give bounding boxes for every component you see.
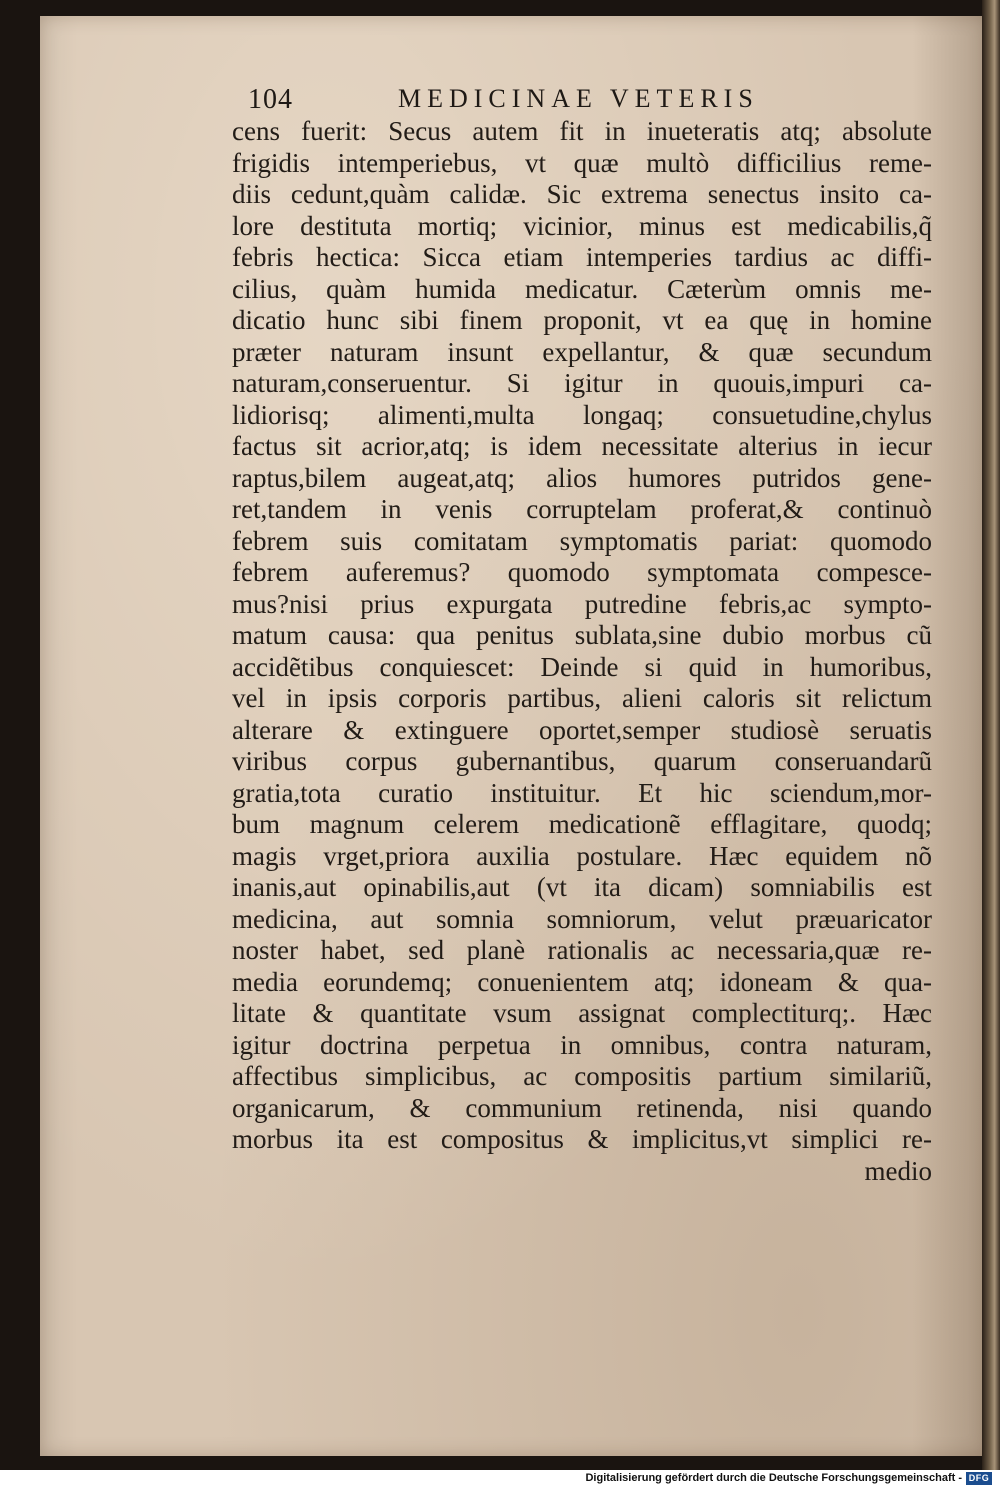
text-line: bum magnum celerem medicationẽ efflagitare, quodq; (232, 809, 932, 839)
text-line: diis cedunt,quàm calidæ. Sic extrema senectus insito ca- (232, 179, 932, 209)
text-line: litate & quantitate vsum assignat complectiturq;. Hæc (232, 998, 932, 1028)
text-line: accidẽtibus conquiescet: Deinde si quid in humoribus, (232, 651, 932, 682)
text-line: præter naturam insunt expellantur, & quæ secundum (232, 336, 932, 367)
text-line: affectibus simplicibus, ac compositis partium similariũ, (232, 1061, 932, 1091)
page-number: 104 (248, 84, 293, 115)
text-line: lore destituta mortiq; vicinior, minus est medicabilis,q̃ (232, 210, 932, 241)
text-line: raptus,bilem augeat,atq; alios humores putridos gene- (232, 462, 932, 493)
text-line: inanis,aut opinabilis,aut (vt ita dicam) somniabilis est (232, 872, 932, 902)
text-line: organicarum, & communium retinenda, nisi quando (232, 1092, 932, 1123)
text-line: naturam,conseruentur. Si igitur in quouis,impuri ca- (232, 368, 932, 398)
text-line: media eorundemq; conuenientem atq; idoneam & qua- (232, 966, 932, 997)
text-line: matum causa: qua penitus sublata,sine dubio morbus cũ (232, 620, 932, 650)
text-line: vel in ipsis corporis partibus, alieni caloris sit relictum (232, 683, 932, 713)
text-line: viribus corpus gubernantibus, quarum conseruandarũ (232, 746, 932, 776)
text-line: febris hectica: Sicca etiam intemperies tardius ac diffi- (232, 242, 932, 272)
running-title: MEDICINAE VETERIS (398, 84, 759, 113)
dfg-logo: DFG (966, 1472, 992, 1485)
text-line: noster habet, sed planè rationalis ac necessaria,quæ re- (232, 935, 932, 965)
text-line: gratia,tota curatio instituitur. Et hic sciendum,mor- (232, 777, 932, 808)
text-line: febrem auferemus? quomodo symptomata compesce- (232, 557, 932, 587)
text-line: dicatio hunc sibi finem proponit, vt ea quę in homine (232, 305, 932, 335)
text-line: febrem suis comitatam symptomatis pariat: quomodo (232, 525, 932, 556)
text-line: medio (864, 1155, 932, 1186)
text-line: medicina, aut somnia somniorum, velut præuaricator (232, 903, 932, 934)
text-line: alterare & extinguere oportet,semper studiosè seruatis (232, 714, 932, 745)
text-line: cilius, quàm humida medicatur. Cæterùm omnis me- (232, 273, 932, 304)
text-line: frigidis intemperiebus, vt quæ multò difficilius reme- (232, 147, 932, 178)
page-edge (982, 0, 1000, 1470)
text-line: morbus ita est compositus & implicitus,vt simplici re- (232, 1124, 932, 1154)
text-line: cens fuerit: Secus autem fit in inueteratis atq; absolute (232, 116, 932, 146)
funding-credit: Digitalisierung gefördert durch die Deutsche Forschungsgemeinschaft - (585, 1472, 962, 1484)
text-line: mus?nisi prius expurgata putredine febris,ac sympto- (232, 588, 932, 619)
body-text (232, 116, 932, 1187)
text-line: factus sit acrior,atq; is idem necessitate alterius in iecur (232, 431, 932, 461)
text-line: lidiorisq; alimenti,multa longaq; consuetudine,chylus (232, 399, 932, 430)
page-header (248, 78, 948, 118)
text-line: magis vrget,priora auxilia postulare. Hæc equidem nõ (232, 840, 932, 871)
footer (0, 1470, 1000, 1488)
text-line: igitur doctrina perpetua in omnibus, contra naturam, (232, 1029, 932, 1060)
text-line: ret,tandem in venis corruptelam proferat,& continuò (232, 494, 932, 524)
